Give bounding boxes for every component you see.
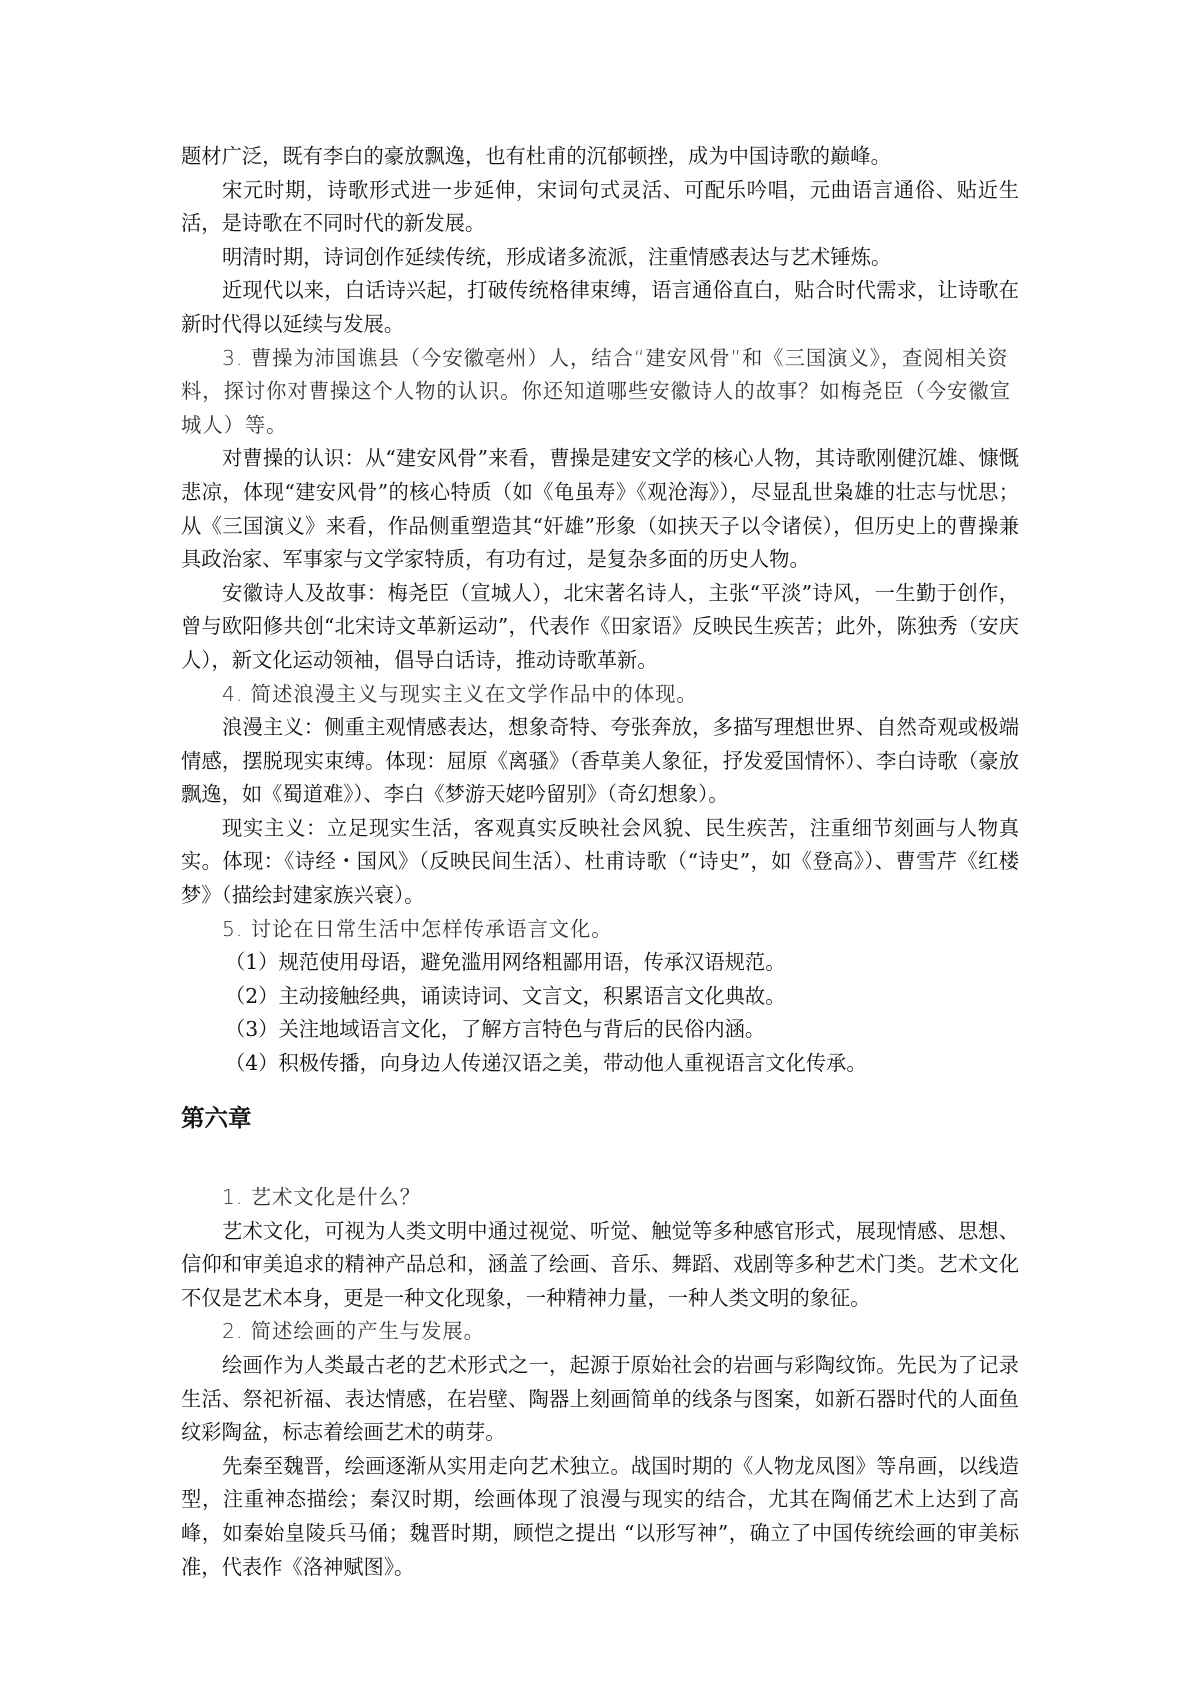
answer-2-development: 先秦至魏晋，绘画逐渐从实用走向艺术独立。战国时期的《人物龙凤图》等帛画，以线造型，注重神态描绘；秦汉时期，绘画体现了浪漫与现实的结合，尤其在陶俑艺术上达到了高峰，如秦始皇陵兵马俑；魏晋时期，顾恺之提出 “以形写神”，确立了中国传统绘画的审美标准，代表作《洛神赋图》。: [181, 1453, 1019, 1579]
question-2: 2. 简述绘画的产生与发展。: [222, 1319, 485, 1344]
question-5: 5. 讨论在日常生活中怎样传承语言文化。: [222, 916, 613, 941]
question-3: 3. 曹操为沛国谯县（今安徽亳州）人，结合“建安风骨”和《三国演义》，查阅相关资料，探讨你对曹操这个人物的认识。你还知道哪些安徽诗人的故事？如梅尧臣（今安徽宣城人）等。: [181, 345, 1011, 437]
document-section-2: [181, 1181, 1019, 1584]
chapter-title: 第六章: [181, 1104, 252, 1132]
answer-4-realism: 现实主义：立足现实生活，客观真实反映社会风貌、民生疾苦，注重细节刻画与人物真实。体现：《诗经・国风》（反映民间生活）、杜甫诗歌（“诗史”，如《登高》）、曹雪芹《红楼梦》（描绘封建家族兴衰）。: [181, 815, 1019, 908]
paragraph-tang-poetry: 题材广泛，既有李白的豪放飘逸，也有杜甫的沉郁顿挫，成为中国诗歌的巅峰。: [181, 144, 891, 168]
answer-4-romanticism: 浪漫主义：侧重主观情感表达，想象奇特、夸张奔放，多描写理想世界、自然奇观或极端情感，摆脱现实束缚。体现：屈原《离骚》（香草美人象征，抒发爱国情怀）、李白诗歌（豪放飘逸，如《蜀道难》）、李白《梦游天姥吟留别》（奇幻想象）。: [181, 715, 1019, 807]
list-item: （3）关注地域语言文化，了解方言特色与背后的民俗内涵。: [225, 1017, 766, 1042]
paragraph-song-yuan: 宋元时期，诗歌形式进一步延伸，宋词句式灵活、可配乐吟唱，元曲语言通俗、贴近生活，是诗歌在不同时代的新发展。: [181, 177, 1019, 236]
answer-1-art-culture: 艺术文化，可视为人类文明中通过视觉、听觉、触觉等多种感官形式，展现情感、思想、信仰和审美追求的精神产品总和，涵盖了绘画、音乐、舞蹈、戏剧等多种艺术门类。艺术文化不仅是艺术本身，更是一种文化现象，一种精神力量，一种人类文明的象征。: [181, 1218, 1019, 1310]
answer-3-caocao: 对曹操的认识：从“建安风骨”来看，曹操是建安文学的核心人物，其诗歌刚健沉雄、慷慨悲凉，体现“建安风骨”的核心特质（如《龟虽寿》《观沧海》），尽显乱世枭雄的壮志与忧思；从《三国演义》来看，作品侧重塑造其“奸雄”形象（如挟天子以令诸侯），但历史上的曹操兼具政治家、军事家与文学家特质，有功有过，是复杂多面的历史人物。: [181, 446, 1019, 572]
paragraph-ming-qing: 明清时期，诗词创作延续传统，形成诸多流派，注重情感表达与艺术锤炼。: [222, 244, 892, 269]
list-item: （2）主动接触经典，诵读诗词、文言文，积累语言文化典故。: [225, 983, 786, 1008]
document-section-1: [181, 140, 1019, 1081]
paragraph-modern: 近现代以来，白话诗兴起，打破传统格律束缚，语言通俗直白，贴合时代需求，让诗歌在新时代得以延续与发展。: [181, 278, 1019, 336]
question-4: 4. 简述浪漫主义与现实主义在文学作品中的体现。: [222, 681, 698, 706]
answer-2-origin: 绘画作为人类最古老的艺术形式之一，起源于原始社会的岩画与彩陶纹饰。先民为了记录生活、祭祀祈福、表达情感，在岩壁、陶器上刻画简单的线条与图案，如新石器时代的人面鱼纹彩陶盆，标志着绘画艺术的萌芽。: [181, 1352, 1019, 1445]
list-item: （4）积极传播，向身边人传递汉语之美，带动他人重视语言文化传承。: [225, 1051, 867, 1076]
answer-3-anhui-poets: 安徽诗人及故事：梅尧臣（宣城人），北宋著名诗人，主张“平淡”诗风，一生勤于创作，曾与欧阳修共创“北宋诗文革新运动”，代表作《田家语》反映民生疾苦；此外，陈独秀（安庆人），新文化运动领袖，倡导白话诗，推动诗歌革新。: [181, 580, 1019, 672]
question-1: 1. 艺术文化是什么？: [222, 1185, 422, 1209]
list-item: （1）规范使用母语，避免滥用网络粗鄙用语，传承汉语规范。: [225, 950, 786, 975]
